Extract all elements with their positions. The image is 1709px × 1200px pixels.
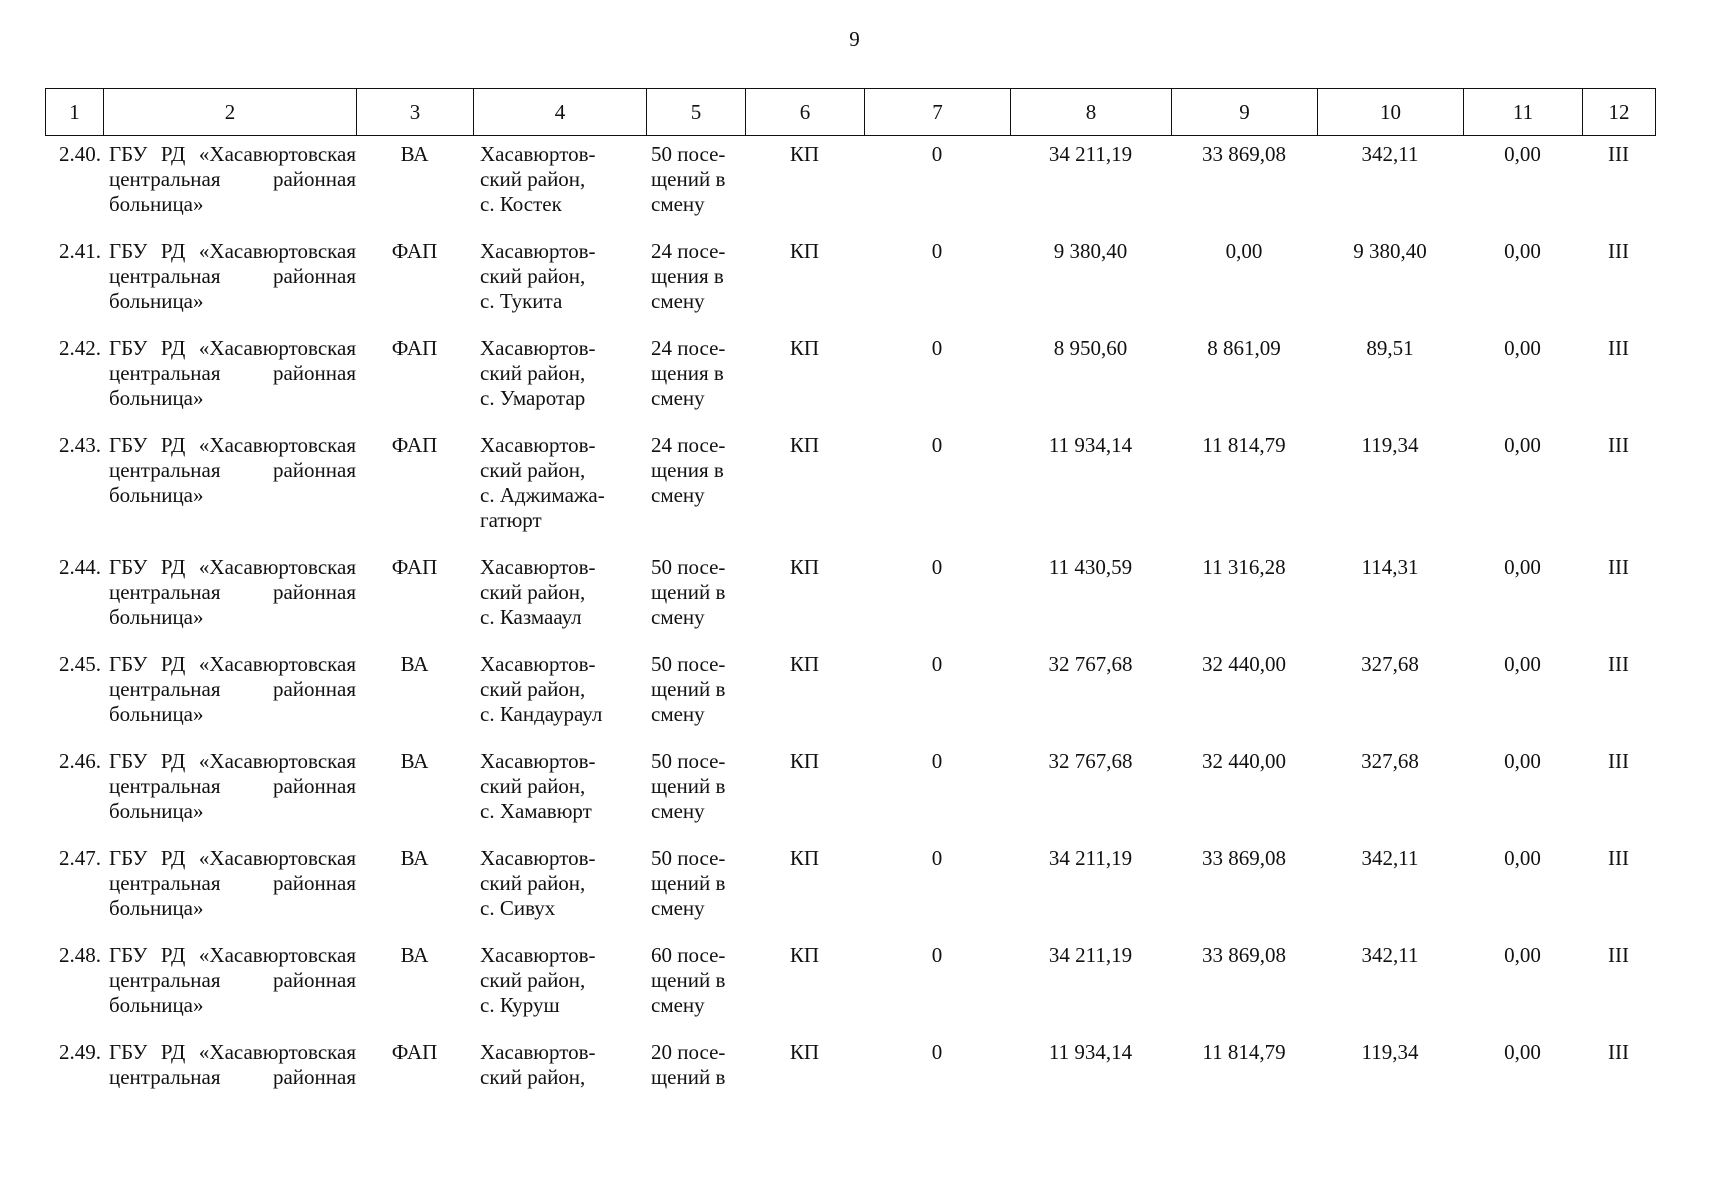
value-cell-7: 0	[931, 652, 943, 676]
facility-address-line: ский район,	[480, 167, 586, 191]
value-cell-7: 0	[931, 142, 943, 166]
value-cell-8: 34 211,19	[1048, 943, 1133, 967]
work-type-cell: КП	[789, 1040, 820, 1064]
value-cell-7: 0	[931, 1040, 943, 1064]
facility-capacity-line: смену	[651, 605, 705, 629]
facility-capacity	[646, 336, 745, 411]
value-cell-11: 0,00	[1504, 652, 1541, 676]
value-cell-10: 342,11	[1361, 846, 1419, 870]
facility-capacity-line: смену	[651, 483, 705, 507]
row-number: 2.44.	[59, 555, 101, 579]
facility-capacity	[646, 555, 745, 630]
facility-address	[473, 943, 646, 1018]
value-cell-9: 11 814,79	[1202, 433, 1286, 457]
value-cell-12: III	[1608, 433, 1629, 457]
row-number: 2.48.	[59, 943, 101, 967]
value-cell-12: III	[1608, 142, 1629, 166]
organization-name-line: больница»	[109, 799, 204, 823]
facility-type: ФАП	[391, 1040, 438, 1064]
value-cell-9: 11 814,79	[1202, 1040, 1286, 1064]
organization-name-line: ГБУ РД «Хасавюртовская	[109, 749, 356, 773]
organization-name-line: больница»	[109, 993, 204, 1017]
table-row	[45, 846, 1655, 921]
value-cell-10: 89,51	[1366, 336, 1414, 360]
column-header-cell: 5	[647, 89, 746, 136]
value-cell-9: 11 316,28	[1202, 555, 1286, 579]
organization-name-line: больница»	[109, 702, 204, 726]
value-cell-7: 0	[931, 943, 943, 967]
facility-address	[473, 1040, 646, 1090]
value-cell-11: 0,00	[1504, 749, 1541, 773]
facility-address-line: с. Тукита	[480, 289, 563, 313]
facility-address-line: с. Куруш	[480, 993, 560, 1017]
row-number: 2.40.	[59, 142, 101, 166]
value-cell-10: 114,31	[1361, 555, 1419, 579]
column-header-cell: 12	[1583, 89, 1656, 136]
column-header-cell: 3	[357, 89, 474, 136]
value-cell-12: III	[1608, 943, 1629, 967]
value-cell-11: 0,00	[1504, 239, 1541, 263]
work-type-cell: КП	[789, 943, 820, 967]
organization-name-line: центральная районная	[109, 968, 356, 992]
value-cell-8: 11 934,14	[1048, 433, 1133, 457]
facility-type: ВА	[400, 142, 429, 166]
value-cell-10: 342,11	[1361, 943, 1419, 967]
facility-capacity-line: щения в	[651, 458, 724, 482]
organization-name-line: центральная районная	[109, 677, 356, 701]
organization-name-line: больница»	[109, 896, 204, 920]
facility-address-line: с. Кандаураул	[480, 702, 603, 726]
value-cell-8: 9 380,40	[1053, 239, 1128, 263]
organization-name-line: ГБУ РД «Хасавюртовская	[109, 555, 356, 579]
facility-capacity-line: 50 посе-	[651, 142, 726, 166]
facility-address-line: Хасавюртов-	[480, 652, 596, 676]
table-row	[45, 433, 1655, 533]
organization-name-line: больница»	[109, 483, 204, 507]
facility-address-line: Хасавюртов-	[480, 846, 596, 870]
organization-name-line: центральная районная	[109, 458, 356, 482]
value-cell-11: 0,00	[1504, 336, 1541, 360]
organization-name-line: ГБУ РД «Хасавюртовская	[109, 142, 356, 166]
value-cell-10: 9 380,40	[1353, 239, 1427, 263]
facility-address	[473, 433, 646, 533]
facility-address-line: Хасавюртов-	[480, 943, 596, 967]
column-header-cell: 10	[1318, 89, 1464, 136]
value-cell-10: 342,11	[1361, 142, 1419, 166]
value-cell-7: 0	[931, 749, 943, 773]
organization-name-line: ГБУ РД «Хасавюртовская	[109, 239, 356, 263]
table-row	[45, 749, 1655, 824]
value-cell-8: 34 211,19	[1048, 846, 1133, 870]
page-number: 9	[849, 27, 860, 51]
value-cell-12: III	[1608, 555, 1629, 579]
value-cell-8: 8 950,60	[1053, 336, 1128, 360]
column-header-cell: 1	[46, 89, 104, 136]
facility-capacity	[646, 652, 745, 727]
table-row	[45, 336, 1655, 411]
facility-address-line: ский район,	[480, 968, 586, 992]
table-row	[45, 555, 1655, 630]
facility-address-line: ский район,	[480, 1065, 586, 1089]
facility-capacity-line: 50 посе-	[651, 555, 726, 579]
row-number: 2.41.	[59, 239, 101, 263]
facility-type: ВА	[400, 749, 429, 773]
organization-name-line: центральная районная	[109, 167, 356, 191]
facility-capacity-line: смену	[651, 289, 705, 313]
facility-capacity-line: щений в	[651, 1065, 726, 1089]
organization-name-line: ГБУ РД «Хасавюртовская	[109, 943, 356, 967]
facility-type: ВА	[400, 652, 429, 676]
facility-capacity-line: щений в	[651, 677, 726, 701]
facility-address-line: Хасавюртов-	[480, 239, 596, 263]
value-cell-11: 0,00	[1504, 1040, 1541, 1064]
facility-address-line: ский район,	[480, 774, 586, 798]
value-cell-10: 119,34	[1361, 1040, 1419, 1064]
facility-capacity-line: 24 посе-	[651, 239, 726, 263]
work-type-cell: КП	[789, 749, 820, 773]
value-cell-7: 0	[931, 433, 943, 457]
facility-address	[473, 336, 646, 411]
facility-address-line: Хасавюртов-	[480, 142, 596, 166]
value-cell-11: 0,00	[1504, 943, 1541, 967]
organization-name	[103, 749, 356, 824]
facility-type: ФАП	[391, 239, 438, 263]
organization-name	[103, 1040, 356, 1090]
facility-capacity-line: щения в	[651, 361, 724, 385]
facility-capacity	[646, 749, 745, 824]
work-type-cell: КП	[789, 433, 820, 457]
column-header-cell: 2	[104, 89, 357, 136]
value-cell-11: 0,00	[1504, 142, 1541, 166]
facility-address-line: ский район,	[480, 580, 586, 604]
value-cell-8: 11 934,14	[1048, 1040, 1133, 1064]
facility-capacity	[646, 1040, 745, 1090]
value-cell-12: III	[1608, 749, 1629, 773]
facility-address	[473, 846, 646, 921]
facility-address-line: с. Сивух	[480, 896, 556, 920]
facility-address-line: Хасавюртов-	[480, 1040, 596, 1064]
facility-address-line: Хасавюртов-	[480, 749, 596, 773]
organization-name-line: ГБУ РД «Хасавюртовская	[109, 433, 356, 457]
facility-address-line: с. Костек	[480, 192, 562, 216]
value-cell-8: 32 767,68	[1048, 652, 1133, 676]
facility-address-line: ский район,	[480, 264, 586, 288]
facility-capacity-line: щения в	[651, 264, 724, 288]
value-cell-9: 32 440,00	[1202, 749, 1286, 773]
column-header-cell: 8	[1011, 89, 1172, 136]
facility-type: ФАП	[391, 555, 438, 579]
facility-capacity-line: щений в	[651, 774, 726, 798]
organization-name	[103, 239, 356, 314]
organization-name	[103, 433, 356, 533]
organization-name	[103, 943, 356, 1018]
facility-type: ВА	[400, 943, 429, 967]
organization-name	[103, 142, 356, 217]
facility-type: ФАП	[391, 336, 438, 360]
value-cell-7: 0	[931, 846, 943, 870]
value-cell-12: III	[1608, 652, 1629, 676]
organization-name-line: больница»	[109, 386, 204, 410]
value-cell-11: 0,00	[1504, 555, 1541, 579]
facility-address-line: ский район,	[480, 871, 586, 895]
value-cell-9: 33 869,08	[1202, 846, 1286, 870]
column-header-cell: 9	[1172, 89, 1318, 136]
facility-address	[473, 749, 646, 824]
facility-capacity-line: щений в	[651, 167, 726, 191]
facility-address-line: ский район,	[480, 458, 586, 482]
row-number: 2.45.	[59, 652, 101, 676]
facility-address-line: ский район,	[480, 361, 586, 385]
value-cell-10: 327,68	[1361, 652, 1419, 676]
organization-name-line: больница»	[109, 605, 204, 629]
facility-address-line: с. Хамавюрт	[480, 799, 592, 823]
value-cell-12: III	[1608, 239, 1629, 263]
row-number: 2.49.	[59, 1040, 101, 1064]
facility-capacity-line: щений в	[651, 871, 726, 895]
organization-name	[103, 555, 356, 630]
organization-name	[103, 336, 356, 411]
table-row	[45, 1040, 1655, 1090]
organization-name-line: ГБУ РД «Хасавюртовская	[109, 652, 356, 676]
facility-address	[473, 652, 646, 727]
facility-capacity-line: смену	[651, 896, 705, 920]
facility-type: ФАП	[391, 433, 438, 457]
facility-address	[473, 142, 646, 217]
organization-name-line: ГБУ РД «Хасавюртовская	[109, 846, 356, 870]
value-cell-9: 0,00	[1225, 239, 1263, 263]
work-type-cell: КП	[789, 336, 820, 360]
value-cell-9: 33 869,08	[1202, 142, 1286, 166]
value-cell-12: III	[1608, 336, 1629, 360]
facility-capacity-line: щений в	[651, 580, 726, 604]
work-type-cell: КП	[789, 142, 820, 166]
organization-name-line: ГБУ РД «Хасавюртовская	[109, 1040, 356, 1064]
facility-capacity-line: 24 посе-	[651, 433, 726, 457]
value-cell-11: 0,00	[1504, 846, 1541, 870]
organization-name-line: центральная районная	[109, 264, 356, 288]
table-row	[45, 239, 1655, 314]
facility-capacity-line: смену	[651, 993, 705, 1017]
row-number: 2.42.	[59, 336, 101, 360]
facility-capacity-line: 60 посе-	[651, 943, 726, 967]
organization-name-line: ГБУ РД «Хасавюртовская	[109, 336, 356, 360]
value-cell-10: 327,68	[1361, 749, 1419, 773]
facility-address-line: Хасавюртов-	[480, 555, 596, 579]
value-cell-7: 0	[931, 555, 943, 579]
value-cell-9: 33 869,08	[1202, 943, 1286, 967]
column-header-cell: 11	[1464, 89, 1583, 136]
organization-name-line: больница»	[109, 192, 204, 216]
value-cell-7: 0	[931, 239, 943, 263]
facility-capacity-line: смену	[651, 799, 705, 823]
facility-capacity	[646, 846, 745, 921]
value-cell-7: 0	[931, 336, 943, 360]
organization-name-line: центральная районная	[109, 774, 356, 798]
column-header-table	[45, 88, 1656, 136]
value-cell-8: 11 430,59	[1048, 555, 1133, 579]
facility-capacity-line: 20 посе-	[651, 1040, 726, 1064]
facility-address	[473, 239, 646, 314]
table-row	[45, 943, 1655, 1018]
facility-address-line: с. Умаротар	[480, 386, 586, 410]
value-cell-12: III	[1608, 1040, 1629, 1064]
facility-address	[473, 555, 646, 630]
organization-name-line: центральная районная	[109, 580, 356, 604]
facility-address-line: Хасавюртов-	[480, 433, 596, 457]
facility-capacity-line: щений в	[651, 968, 726, 992]
facility-capacity	[646, 142, 745, 217]
facility-capacity-line: смену	[651, 192, 705, 216]
facility-address-line: с. Аджимажа-	[480, 483, 605, 507]
organization-name	[103, 652, 356, 727]
row-number: 2.43.	[59, 433, 101, 457]
organization-name-line: центральная районная	[109, 871, 356, 895]
value-cell-8: 32 767,68	[1048, 749, 1133, 773]
facility-address-line: гатюрт	[480, 508, 542, 532]
facility-capacity-line: 50 посе-	[651, 652, 726, 676]
facility-address-line: Хасавюртов-	[480, 336, 596, 360]
value-cell-9: 32 440,00	[1202, 652, 1286, 676]
facility-capacity-line: 50 посе-	[651, 749, 726, 773]
facility-capacity-line: смену	[651, 702, 705, 726]
column-header-cell: 7	[865, 89, 1011, 136]
column-header-row	[46, 89, 1656, 136]
value-cell-8: 34 211,19	[1048, 142, 1133, 166]
organization-name-line: центральная районная	[109, 361, 356, 385]
work-type-cell: КП	[789, 846, 820, 870]
row-number: 2.47.	[59, 846, 101, 870]
facility-address-line: с. Казмааул	[480, 605, 582, 629]
work-type-cell: КП	[789, 555, 820, 579]
work-type-cell: КП	[789, 652, 820, 676]
row-number: 2.46.	[59, 749, 101, 773]
facility-capacity	[646, 943, 745, 1018]
column-header-cell: 6	[746, 89, 865, 136]
value-cell-10: 119,34	[1361, 433, 1419, 457]
facility-capacity	[646, 239, 745, 314]
facility-type: ВА	[400, 846, 429, 870]
organization-name-line: центральная районная	[109, 1065, 356, 1089]
facility-address-line: ский район,	[480, 677, 586, 701]
table-row	[45, 652, 1655, 727]
value-cell-11: 0,00	[1504, 433, 1541, 457]
column-header-cell: 4	[474, 89, 647, 136]
facility-capacity-line: 24 посе-	[651, 336, 726, 360]
facility-capacity-line: смену	[651, 386, 705, 410]
facility-capacity	[646, 433, 745, 533]
value-cell-12: III	[1608, 846, 1629, 870]
facility-capacity-line: 50 посе-	[651, 846, 726, 870]
table-row	[45, 142, 1655, 217]
value-cell-9: 8 861,09	[1207, 336, 1281, 360]
organization-name-line: больница»	[109, 289, 204, 313]
work-type-cell: КП	[789, 239, 820, 263]
organization-name	[103, 846, 356, 921]
